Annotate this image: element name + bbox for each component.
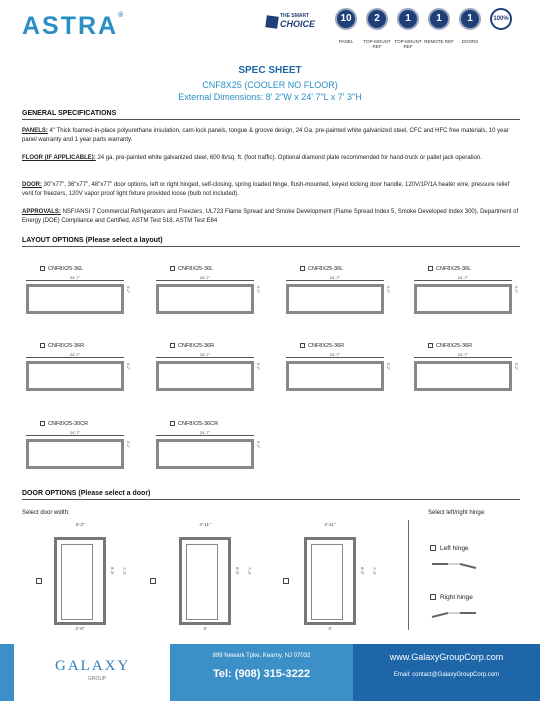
layout-checkbox[interactable] [428,343,433,348]
warranty-badge: 2 [366,8,388,30]
right-hinge-checkbox[interactable] [430,594,436,600]
model-name: CNF8X25 (COOLER NO FLOOR) [202,80,338,90]
left-hinge-diagram [430,558,480,572]
spec-sheet-title: SPEC SHEET [238,65,302,76]
layout-option[interactable]: CNF8X25-36CR 24'-7" 8'-2" [150,421,260,491]
layout-checkbox[interactable] [40,421,45,426]
layout-drawing [156,361,254,391]
panels-spec: PANELS: 4" Thick foamed-in-place polyurethane insulation, cam-lock panels, tongue & groove design, 24 Ga. pre-painted white galvanized steel, CFC and HFC free materials, 10 year panel warranty and 1 year parts warranty. [22,128,509,143]
layout-drawing [26,284,124,314]
layout-option[interactable]: CNF8X25-36L 24'-7" 8'-2" [280,266,390,336]
layout-option[interactable]: CNF8X25-36R 24'-7" 8'-2" [408,343,518,413]
layout-drawing [156,284,254,314]
layout-checkbox[interactable] [40,266,45,271]
right-hinge-option[interactable]: Right hinge [430,594,473,601]
layout-drawing [414,284,512,314]
door-drawing [304,537,356,625]
door-option[interactable]: 4'-11" 6'-5" 7'-3" 3' [165,522,260,632]
external-dimensions: External Dimensions: 8' 2"W x 24' 7"L x 7' 3"H [178,92,362,102]
layout-option[interactable]: CNF8X25-30CR 24'-7" 8'-2" [20,421,130,491]
select-hinge-label: Select left/right hinge: [428,510,486,516]
warranty-badge: 1 [428,8,450,30]
layout-checkbox[interactable] [170,266,175,271]
door-width-checkbox[interactable] [283,578,289,584]
divider [408,520,409,630]
warranty-badge: 1 [397,8,419,30]
layout-option[interactable]: CNF8X25-36R 24'-7" 8'-2" [150,343,260,413]
astra-logo: ASTRA® [22,12,126,40]
header: ASTRA® THE SMART CHOICE 10 PANEL 2 TOP-MOUNT REF 1 TOP-MOUNT REF 1 REMOTE REF 1 DOORS 100% [0,0,540,56]
door-drawing [54,537,106,625]
galaxy-logo: GALAXY [55,658,131,674]
left-hinge-option[interactable]: Left hinge [430,545,469,552]
door-option[interactable]: 3'-3" 6'-5" 7'-3" 2'-6" [40,522,135,632]
footer-email[interactable]: Email: contact@GalaxyGroupCorp.com [393,672,500,678]
layout-drawing [286,361,384,391]
door-spec: DOOR: 30"x77", 36"x77", 48"x77" door options, left or right hinged, self-closing, spring loaded hinge, flush-mounted, keyed locking door handle, 120V/1P/1A heater wire, pressure relief vent for freezers, 120V vapor proof light fixture provided loose (bulb not included). [22,182,510,197]
layout-option[interactable]: CNF8X25-36L 24'-7" 8'-2" [20,266,130,336]
footer-website[interactable]: www.GalaxyGroupCorp.com [389,652,504,662]
layout-option[interactable]: CNF8X25-36L 24'-7" 8'-2" [150,266,260,336]
quality-badge: 100% [490,8,512,30]
checkmark-icon [265,15,279,29]
door-options-heading: DOOR OPTIONS (Please select a door) [22,490,520,500]
general-specs-heading: GENERAL SPECIFICATIONS [22,110,520,120]
door-drawing [179,537,231,625]
layout-checkbox[interactable] [40,343,45,348]
footer: GALAXY GROUP 899 Newark Tpke, Kearny, NJ 07032 Tel: (908) 315-3222 www.GalaxyGroupCorp.com Email: contact@GalaxyGroupCorp.com [0,644,540,701]
layout-drawing [26,439,124,469]
footer-phone[interactable]: Tel: (908) 315-3222 [212,668,311,680]
smart-choice-logo: THE SMART CHOICE [266,12,328,38]
layout-checkbox[interactable] [300,343,305,348]
right-hinge-diagram [430,607,480,621]
layout-option[interactable]: CNF8X25-36R 24'-7" 8'-2" [280,343,390,413]
left-hinge-checkbox[interactable] [430,545,436,551]
select-width-label: Select door width: [22,510,70,516]
warranty-badge: 1 [459,8,481,30]
warranty-badge: 10 [335,8,357,30]
floor-spec: FLOOR (IF APPLICABLE): 24 ga. pre-painted white galvanized steel, 600 lb/sq. ft. (foot traffic). Optional diamond plate recommended for hand-truck or pallet jack operation. [22,155,482,161]
layout-drawing [26,361,124,391]
layout-drawing [286,284,384,314]
layout-option[interactable]: CNF8X25-36L 24'-7" 8'-2" [408,266,518,336]
layout-option[interactable]: CNF8X25-36R 24'-7" 8'-2" [20,343,130,413]
layout-checkbox[interactable] [170,343,175,348]
layout-drawing [414,361,512,391]
layout-checkbox[interactable] [170,421,175,426]
footer-address: 899 Newark Tpke, Kearny, NJ 07032 [212,653,311,659]
layout-checkbox[interactable] [300,266,305,271]
layout-checkbox[interactable] [428,266,433,271]
door-width-checkbox[interactable] [150,578,156,584]
layout-drawing [156,439,254,469]
approvals-spec: APPROVALS: NSF/ANSI 7 Commercial Refrigerators and Freezers, UL723 Flame Spread and Smoke Development (Flame Spread Index 5, Smoke Developed Index 300), Department of Energy (DOE) Compliance and Certified, ASTM Test 518, ASTM Test E84 [22,209,519,224]
layout-options-heading: LAYOUT OPTIONS (Please select a layout) [22,237,520,247]
door-option[interactable]: 4'-11" 6'-5" 7'-3" 4' [290,522,385,632]
